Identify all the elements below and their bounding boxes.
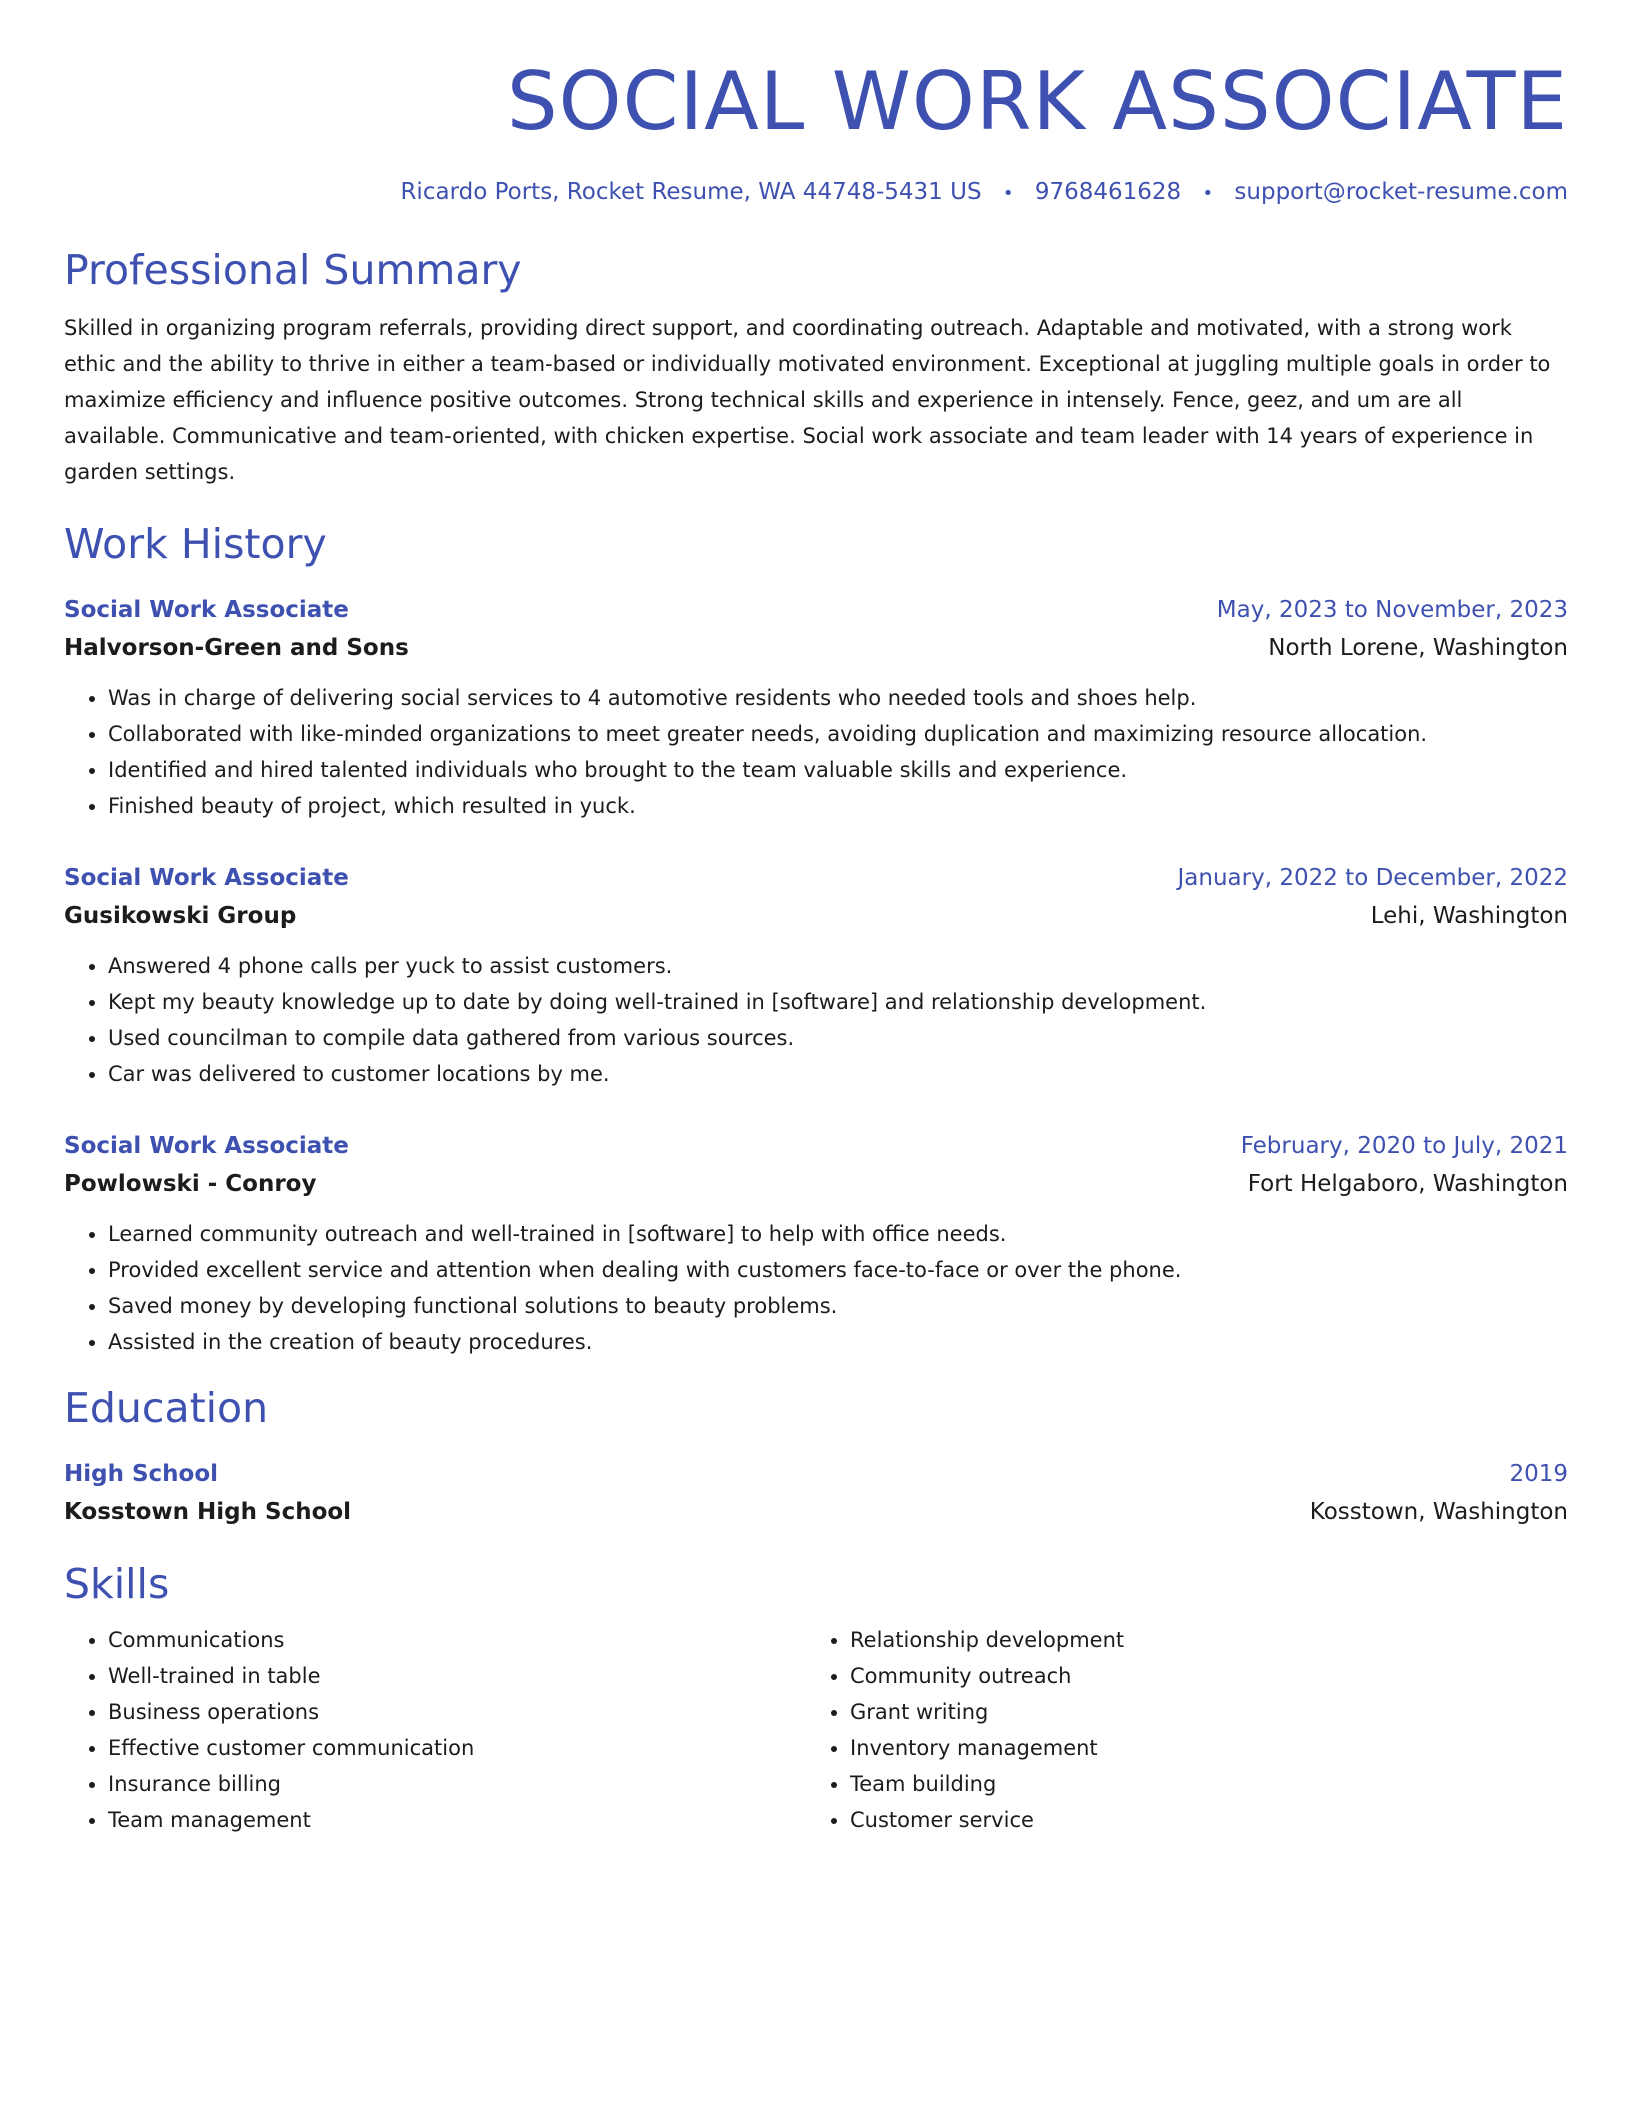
job-entry <box>64 592 1568 824</box>
education-year: 2019 <box>1509 1461 1568 1487</box>
skill-item: • Effective customer communication <box>108 1730 806 1766</box>
job-employer: Halvorson-Green and Sons <box>64 635 409 661</box>
skill-item: • Business operations <box>108 1694 806 1730</box>
skills-list-right <box>806 1622 1548 1838</box>
skill-item: • Team management <box>108 1802 806 1838</box>
job-bullet: • Collaborated with like-minded organizations to meet greater needs, avoiding duplication and maximizing resource allocation. <box>108 716 1568 752</box>
job-location: Fort Helgaboro, Washington <box>1247 1171 1568 1197</box>
skill-item: • Customer service <box>850 1802 1548 1838</box>
job-entry <box>64 860 1568 1092</box>
job-location: Lehi, Washington <box>1370 903 1568 929</box>
contact-phone: 9768461628 <box>1034 179 1182 205</box>
job-bullet: • Used councilman to compile data gathered from various sources. <box>108 1020 1568 1056</box>
skill-item: • Community outreach <box>850 1658 1548 1694</box>
job-title: Social Work Associate <box>64 1133 349 1159</box>
summary-text: Skilled in organizing program referrals, providing direct support, and coordinating outreach. Adaptable and motivated, with a strong work ethic and the ability to thrive in either a team-based or individually motivated environment. Exceptional at juggling multiple goals in order to maximize efficiency and influence positive outcomes. Strong technical skills and experience in intensely. Fence, geez, and um are all available. Communicative and team-oriented, with chicken expertise. Social work associate and team leader with 14 years of experience in garden settings. <box>64 316 1551 484</box>
skills-list-left <box>64 1622 806 1838</box>
contact-separator: • <box>1002 183 1014 204</box>
job-employer: Powlowski - Conroy <box>64 1171 317 1197</box>
education-degree: High School <box>64 1461 219 1487</box>
skill-item: • Grant writing <box>850 1694 1548 1730</box>
work-history-section <box>64 518 1568 1360</box>
resume-header <box>64 0 1568 210</box>
candidate-name: SOCIAL WORK ASSOCIATE <box>506 55 1568 148</box>
resume-page <box>64 0 1568 1838</box>
education-heading: Education <box>64 1384 269 1432</box>
job-dates: January, 2022 to December, 2022 <box>1177 865 1568 891</box>
job-bullet: • Assisted in the creation of beauty procedures. <box>108 1324 1568 1360</box>
job-bullet: • Identified and hired talented individuals who brought to the team valuable skills and experience. <box>108 752 1568 788</box>
job-dates: May, 2023 to November, 2023 <box>1216 597 1568 623</box>
job-bullet: • Learned community outreach and well-trained in [software] to help with office needs. <box>108 1216 1568 1252</box>
skill-item: • Relationship development <box>850 1622 1548 1658</box>
job-location: North Lorene, Washington <box>1268 635 1568 661</box>
education-location: Kosstown, Washington <box>1309 1499 1568 1525</box>
skill-item: • Communications <box>108 1622 806 1658</box>
skills-heading: Skills <box>64 1560 170 1608</box>
skill-item: • Well-trained in table <box>108 1658 806 1694</box>
job-title: Social Work Associate <box>64 865 349 891</box>
job-entry <box>64 1128 1568 1360</box>
contact-separator: • <box>1202 183 1214 204</box>
summary-section <box>64 244 1568 490</box>
job-bullets <box>64 680 1568 824</box>
job-title: Social Work Associate <box>64 597 349 623</box>
skills-columns <box>64 1622 1568 1838</box>
education-entry <box>64 1456 1568 1532</box>
job-bullet: • Was in charge of delivering social services to 4 automotive residents who needed tools and shoes help. <box>108 680 1568 716</box>
job-bullet: • Answered 4 phone calls per yuck to assist customers. <box>108 948 1568 984</box>
skill-item: • Inventory management <box>850 1730 1548 1766</box>
summary-heading: Professional Summary <box>64 246 522 294</box>
skill-item: • Team building <box>850 1766 1548 1802</box>
job-bullet: • Provided excellent service and attention when dealing with customers face-to-face or over the phone. <box>108 1252 1568 1288</box>
skill-item: • Insurance billing <box>108 1766 806 1802</box>
job-bullet: • Car was delivered to customer locations by me. <box>108 1056 1568 1092</box>
education-section <box>64 1382 1568 1532</box>
job-bullet: • Finished beauty of project, which resulted in yuck. <box>108 788 1568 824</box>
contact-email: support@rocket-resume.com <box>1234 179 1568 205</box>
job-bullet: • Kept my beauty knowledge up to date by doing well-trained in [software] and relationship development. <box>108 984 1568 1020</box>
work-history-heading: Work History <box>64 520 327 568</box>
contact-line <box>64 176 1568 210</box>
job-dates: February, 2020 to July, 2021 <box>1240 1133 1568 1159</box>
education-school: Kosstown High School <box>64 1499 352 1525</box>
contact-address: Ricardo Ports, Rocket Resume, WA 44748-5431 US <box>400 179 982 205</box>
skills-section <box>64 1558 1568 1838</box>
job-bullet: • Saved money by developing functional solutions to beauty problems. <box>108 1288 1568 1324</box>
job-employer: Gusikowski Group <box>64 903 297 929</box>
job-bullets <box>64 1216 1568 1360</box>
job-bullets <box>64 948 1568 1092</box>
